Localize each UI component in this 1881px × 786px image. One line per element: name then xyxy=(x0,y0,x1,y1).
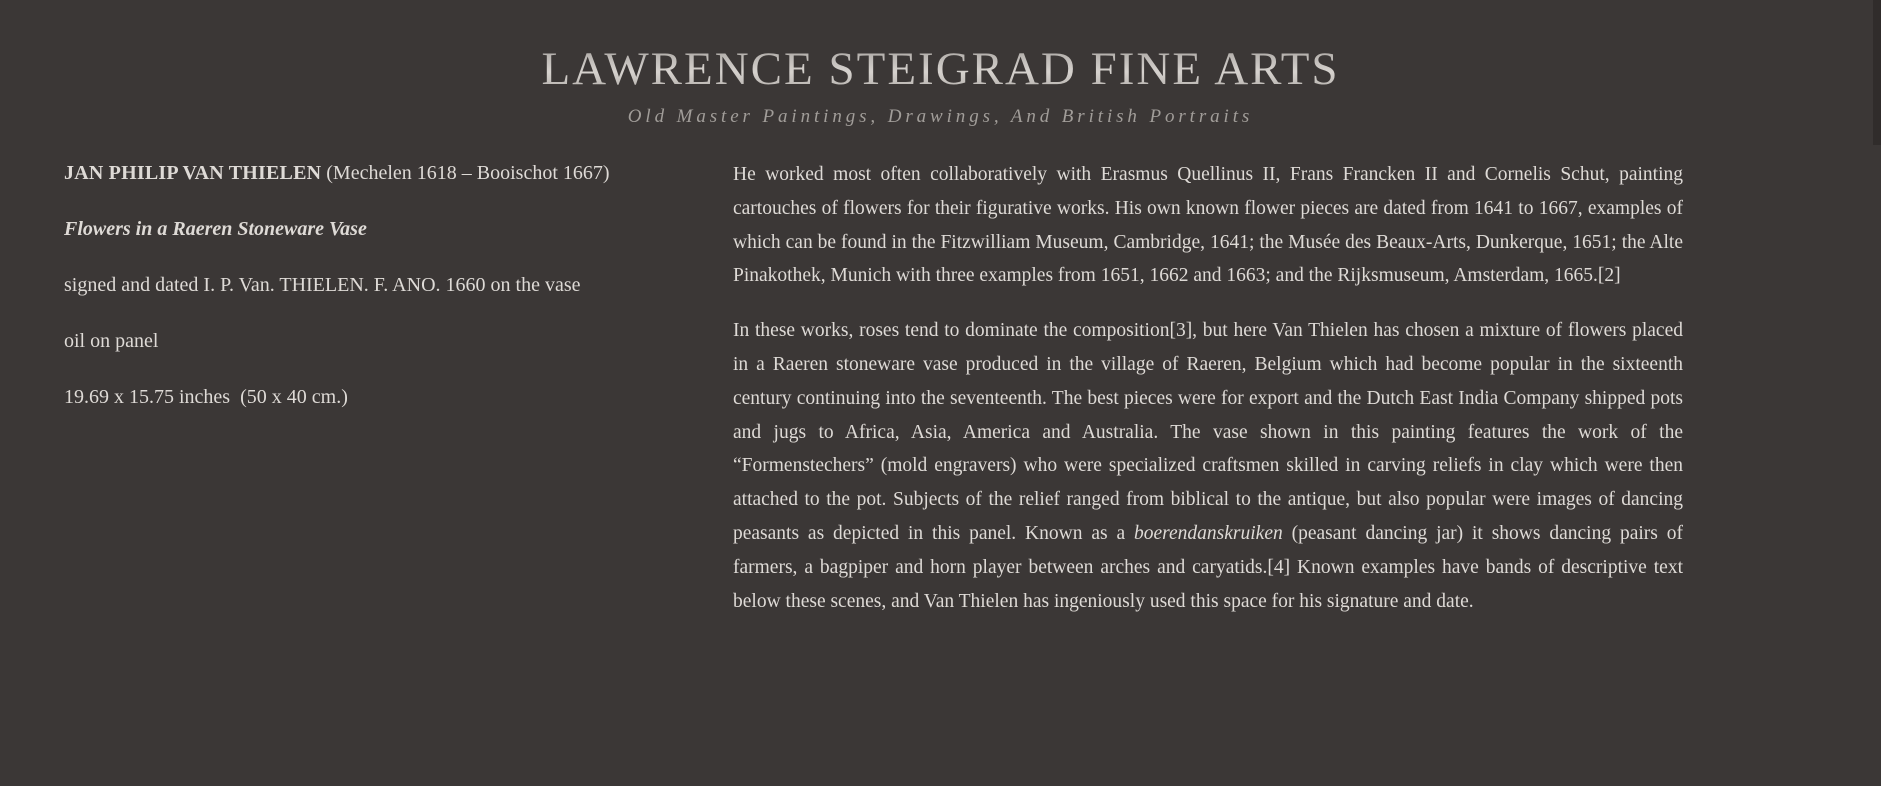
artwork-title: Flowers in a Raeren Stoneware Vase xyxy=(64,218,367,240)
essay-paragraph-2 xyxy=(733,314,1683,618)
essay-paragraph-1: He worked most often collaboratively with Erasmus Quellinus II, Frans Francken II and Cornelis Schut, painting cartouches of flowers for their figurative works. His own known flower pieces are dated from 1641 to 1667, examples of which can be found in the Fitzwilliam Museum, Cambridge, 1641; the Musée des Beaux-Arts, Dunkerque, 1651; the Alte Pinakothek, Munich with three examples from 1651, 1662 and 1663; and the Rijksmuseum, Amsterdam, 1665.[2] xyxy=(733,164,1683,287)
artist-name: JAN PHILIP VAN THIELEN xyxy=(64,162,322,184)
artwork-essay xyxy=(733,158,1683,639)
artwork-inscription: signed and dated I. P. Van. THIELEN. F. ANO. 1660 on the vase xyxy=(64,274,581,296)
essay-paragraph-2-rest: (peasant dancing jar) it shows dancing pairs of farmers, a bagpiper and horn player between arches and caryatids.[4] Known examples have bands of descriptive text below these scenes, and Van Thielen has ingeniously used this space for his signature and date. xyxy=(733,522,1683,612)
essay-italic-term: boerendanskruiken xyxy=(1134,522,1283,544)
artwork-details xyxy=(64,158,704,438)
artist-dates: (Mechelen 1618 – Booischot 1667) xyxy=(321,162,610,184)
essay-paragraph-2-text: In these works, roses tend to dominate the composition[3], but here Van Thielen has chosen a mixture of flowers placed in a Raeren stoneware vase produced in the village of Raeren, Belgium which had become popular in the sixteenth century continuing into the seventeenth. The best pieces were for export and the Dutch East India Company shipped pots and jugs to Africa, Asia, America and Australia. The vase shown in this painting features the work of the “Formenstechers” (mold engravers) who were specialized craftsmen skilled in carving reliefs in clay which were then attached to the pot. Subjects of the relief ranged from biblical to the antique, but also popular were images of dancing peasants as depicted in this panel. Known as a xyxy=(733,320,1683,544)
site-title[interactable]: LAWRENCE STEIGRAD FINE ARTS xyxy=(0,40,1881,98)
site-header xyxy=(0,40,1881,128)
site-subtitle: Old Master Paintings, Drawings, And British Portraits xyxy=(627,106,1254,127)
artwork-dimensions: 19.69 x 15.75 inches (50 x 40 cm.) xyxy=(64,386,348,408)
artist-line xyxy=(64,158,704,214)
artwork-medium: oil on panel xyxy=(64,330,159,352)
